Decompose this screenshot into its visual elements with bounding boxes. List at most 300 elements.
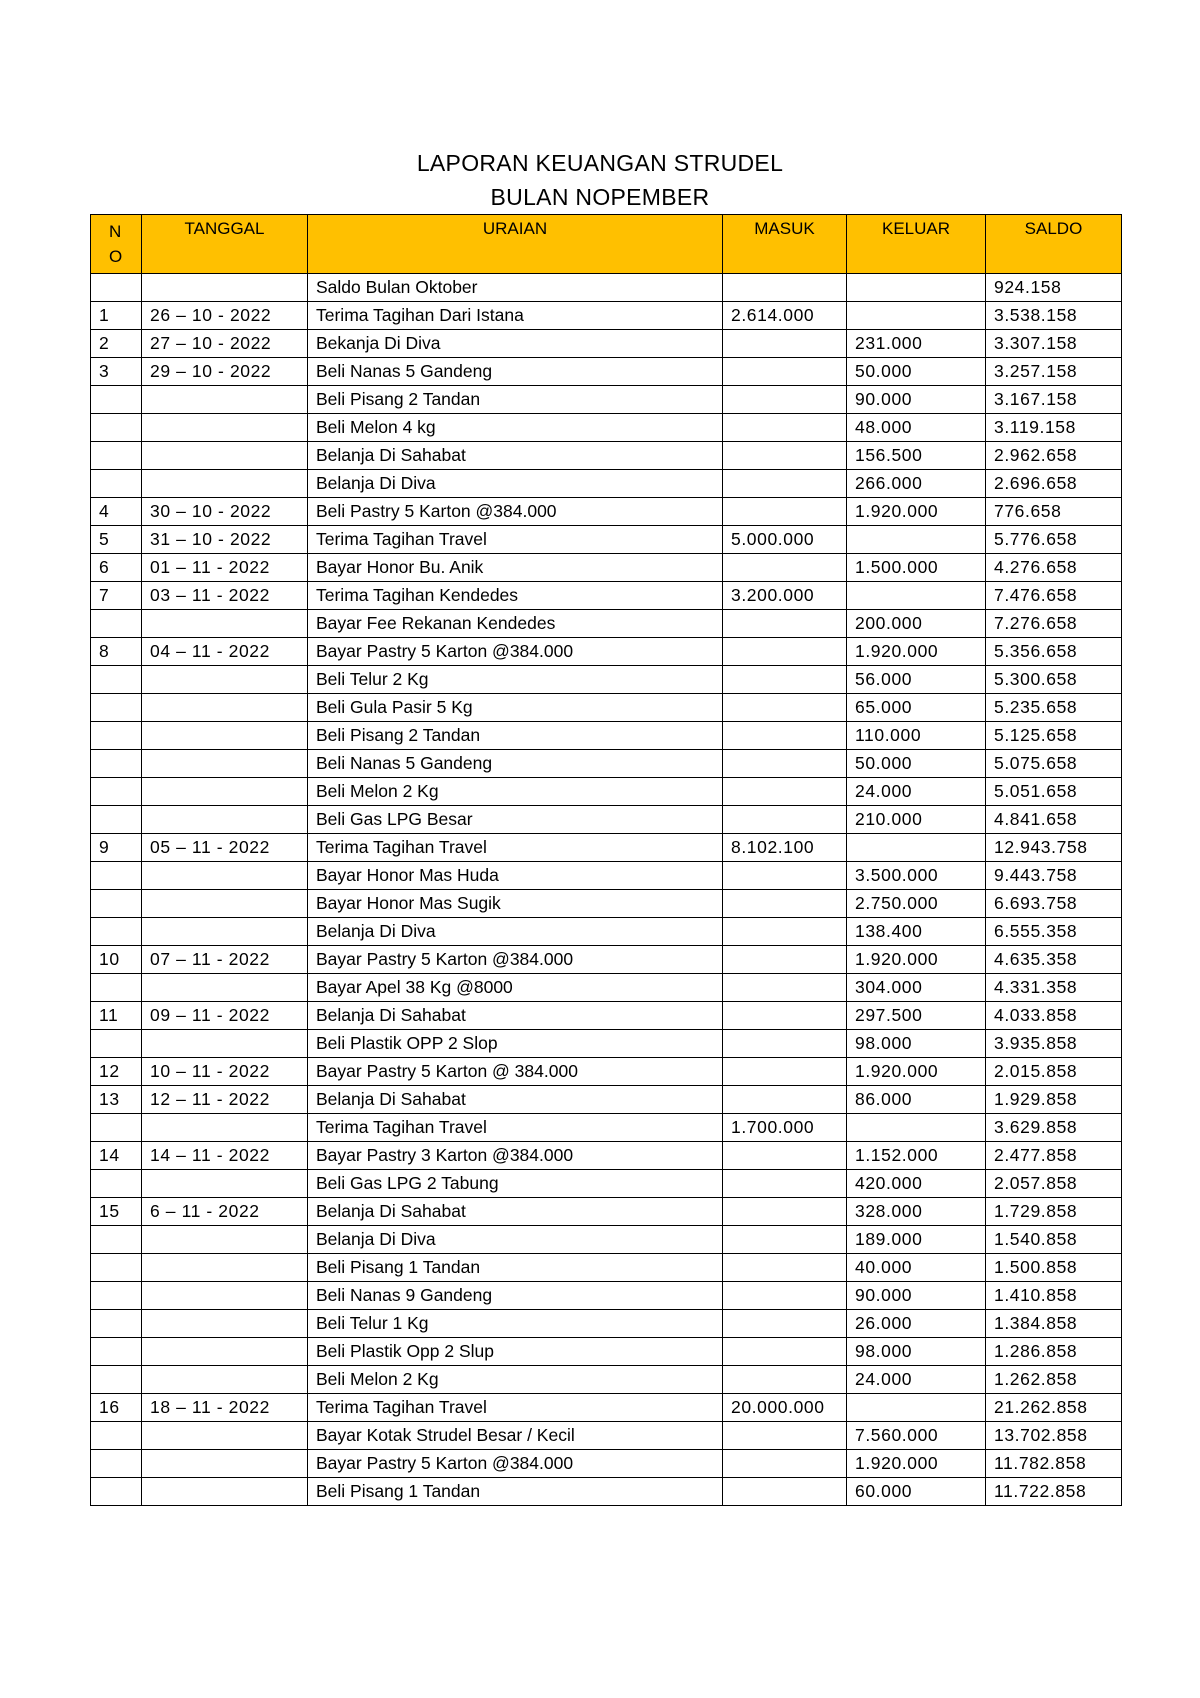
cell-saldo: 1.929.858 xyxy=(986,1086,1122,1114)
cell-no xyxy=(91,862,142,890)
cell-tanggal xyxy=(142,1254,308,1282)
cell-no xyxy=(91,1226,142,1254)
cell-keluar: 200.000 xyxy=(847,610,986,638)
table-row xyxy=(91,1338,1122,1366)
table-row xyxy=(91,1282,1122,1310)
cell-tanggal: 03 – 11 - 2022 xyxy=(142,582,308,610)
cell-keluar: 1.920.000 xyxy=(847,946,986,974)
cell-saldo: 1.410.858 xyxy=(986,1282,1122,1310)
cell-keluar: 26.000 xyxy=(847,1310,986,1338)
cell-no xyxy=(91,806,142,834)
cell-keluar: 1.920.000 xyxy=(847,1450,986,1478)
cell-keluar: 156.500 xyxy=(847,442,986,470)
cell-saldo: 2.057.858 xyxy=(986,1170,1122,1198)
column-header-keluar: KELUAR xyxy=(847,215,986,274)
cell-tanggal xyxy=(142,694,308,722)
cell-tanggal: 10 – 11 - 2022 xyxy=(142,1058,308,1086)
cell-masuk xyxy=(723,1282,847,1310)
cell-masuk xyxy=(723,610,847,638)
cell-masuk xyxy=(723,1450,847,1478)
cell-saldo: 4.276.658 xyxy=(986,554,1122,582)
cell-no xyxy=(91,1422,142,1450)
cell-saldo: 1.262.858 xyxy=(986,1366,1122,1394)
cell-uraian: Beli Nanas 5 Gandeng xyxy=(308,358,723,386)
table-row xyxy=(91,1450,1122,1478)
cell-tanggal xyxy=(142,610,308,638)
cell-no xyxy=(91,1030,142,1058)
cell-tanggal: 26 – 10 - 2022 xyxy=(142,302,308,330)
cell-tanggal xyxy=(142,470,308,498)
cell-masuk xyxy=(723,274,847,302)
cell-tanggal: 04 – 11 - 2022 xyxy=(142,638,308,666)
table-header-row xyxy=(91,215,1122,274)
cell-keluar xyxy=(847,834,986,862)
cell-keluar: 86.000 xyxy=(847,1086,986,1114)
cell-uraian: Bayar Pastry 5 Karton @384.000 xyxy=(308,946,723,974)
cell-keluar: 2.750.000 xyxy=(847,890,986,918)
cell-keluar: 1.920.000 xyxy=(847,1058,986,1086)
cell-uraian: Belanja Di Diva xyxy=(308,1226,723,1254)
cell-masuk xyxy=(723,1142,847,1170)
table-row xyxy=(91,750,1122,778)
cell-masuk: 1.700.000 xyxy=(723,1114,847,1142)
cell-masuk: 8.102.100 xyxy=(723,834,847,862)
page-subtitle: BULAN NOPEMBER xyxy=(490,184,710,210)
cell-uraian: Belanja Di Diva xyxy=(308,470,723,498)
cell-masuk xyxy=(723,330,847,358)
cell-saldo: 2.015.858 xyxy=(986,1058,1122,1086)
cell-keluar xyxy=(847,582,986,610)
cell-keluar: 1.920.000 xyxy=(847,498,986,526)
cell-no: 3 xyxy=(91,358,142,386)
cell-uraian: Bayar Pastry 5 Karton @384.000 xyxy=(308,1450,723,1478)
table-row xyxy=(91,918,1122,946)
cell-tanggal xyxy=(142,1478,308,1506)
cell-tanggal xyxy=(142,1422,308,1450)
cell-keluar: 7.560.000 xyxy=(847,1422,986,1450)
cell-uraian: Beli Telur 2 Kg xyxy=(308,666,723,694)
cell-masuk xyxy=(723,694,847,722)
cell-keluar: 98.000 xyxy=(847,1030,986,1058)
table-row xyxy=(91,1058,1122,1086)
cell-keluar: 90.000 xyxy=(847,386,986,414)
cell-tanggal: 12 – 11 - 2022 xyxy=(142,1086,308,1114)
cell-uraian: Terima Tagihan Travel xyxy=(308,834,723,862)
cell-keluar: 40.000 xyxy=(847,1254,986,1282)
cell-no xyxy=(91,610,142,638)
cell-tanggal xyxy=(142,918,308,946)
cell-masuk xyxy=(723,946,847,974)
cell-tanggal xyxy=(142,274,308,302)
cell-tanggal xyxy=(142,1170,308,1198)
table-row xyxy=(91,1198,1122,1226)
table-row xyxy=(91,414,1122,442)
cell-tanggal xyxy=(142,1310,308,1338)
cell-tanggal xyxy=(142,1030,308,1058)
cell-saldo: 1.729.858 xyxy=(986,1198,1122,1226)
cell-uraian: Beli Pisang 2 Tandan xyxy=(308,722,723,750)
cell-uraian: Beli Pastry 5 Karton @384.000 xyxy=(308,498,723,526)
cell-no: 6 xyxy=(91,554,142,582)
cell-uraian: Bayar Pastry 3 Karton @384.000 xyxy=(308,1142,723,1170)
cell-tanggal xyxy=(142,890,308,918)
table-row xyxy=(91,1310,1122,1338)
cell-masuk xyxy=(723,918,847,946)
cell-saldo: 1.500.858 xyxy=(986,1254,1122,1282)
cell-uraian: Bayar Kotak Strudel Besar / Kecil xyxy=(308,1422,723,1450)
cell-no xyxy=(91,1310,142,1338)
cell-uraian: Belanja Di Sahabat xyxy=(308,442,723,470)
cell-keluar: 231.000 xyxy=(847,330,986,358)
cell-saldo: 21.262.858 xyxy=(986,1394,1122,1422)
table-row xyxy=(91,1142,1122,1170)
cell-keluar xyxy=(847,302,986,330)
cell-saldo: 3.167.158 xyxy=(986,386,1122,414)
cell-masuk xyxy=(723,778,847,806)
cell-masuk xyxy=(723,806,847,834)
cell-uraian: Bayar Pastry 5 Karton @384.000 xyxy=(308,638,723,666)
table-row xyxy=(91,582,1122,610)
cell-tanggal xyxy=(142,750,308,778)
cell-saldo: 1.540.858 xyxy=(986,1226,1122,1254)
cell-uraian: Belanja Di Diva xyxy=(308,918,723,946)
cell-saldo: 12.943.758 xyxy=(986,834,1122,862)
cell-no: 15 xyxy=(91,1198,142,1226)
cell-uraian: Terima Tagihan Travel xyxy=(308,1114,723,1142)
cell-keluar: 189.000 xyxy=(847,1226,986,1254)
cell-tanggal xyxy=(142,1450,308,1478)
cell-no xyxy=(91,470,142,498)
cell-no xyxy=(91,974,142,1002)
cell-keluar xyxy=(847,274,986,302)
cell-saldo: 776.658 xyxy=(986,498,1122,526)
cell-tanggal xyxy=(142,974,308,1002)
cell-masuk xyxy=(723,386,847,414)
cell-saldo: 5.235.658 xyxy=(986,694,1122,722)
cell-uraian: Beli Telur 1 Kg xyxy=(308,1310,723,1338)
cell-uraian: Beli Plastik OPP 2 Slop xyxy=(308,1030,723,1058)
cell-keluar: 1.920.000 xyxy=(847,638,986,666)
cell-tanggal: 18 – 11 - 2022 xyxy=(142,1394,308,1422)
table-row xyxy=(91,442,1122,470)
cell-no: 8 xyxy=(91,638,142,666)
cell-saldo: 6.693.758 xyxy=(986,890,1122,918)
table-row xyxy=(91,1170,1122,1198)
cell-uraian: Belanja Di Sahabat xyxy=(308,1002,723,1030)
cell-tanggal: 07 – 11 - 2022 xyxy=(142,946,308,974)
cell-uraian: Beli Melon 2 Kg xyxy=(308,1366,723,1394)
table-row xyxy=(91,1478,1122,1506)
cell-keluar xyxy=(847,526,986,554)
cell-uraian: Bayar Apel 38 Kg @8000 xyxy=(308,974,723,1002)
cell-uraian: Beli Pisang 1 Tandan xyxy=(308,1478,723,1506)
cell-masuk: 20.000.000 xyxy=(723,1394,847,1422)
cell-no xyxy=(91,1366,142,1394)
cell-tanggal xyxy=(142,1114,308,1142)
cell-no xyxy=(91,1478,142,1506)
cell-tanggal: 30 – 10 - 2022 xyxy=(142,498,308,526)
table-row xyxy=(91,1086,1122,1114)
cell-uraian: Beli Nanas 5 Gandeng xyxy=(308,750,723,778)
cell-saldo: 3.119.158 xyxy=(986,414,1122,442)
table-row xyxy=(91,386,1122,414)
cell-no xyxy=(91,722,142,750)
cell-no: 5 xyxy=(91,526,142,554)
cell-no xyxy=(91,1114,142,1142)
cell-no: 10 xyxy=(91,946,142,974)
column-header-tanggal: TANGGAL xyxy=(142,215,308,274)
cell-masuk xyxy=(723,554,847,582)
cell-masuk xyxy=(723,638,847,666)
cell-saldo: 7.476.658 xyxy=(986,582,1122,610)
cell-saldo: 4.635.358 xyxy=(986,946,1122,974)
cell-no: 11 xyxy=(91,1002,142,1030)
table-row xyxy=(91,526,1122,554)
cell-saldo: 13.702.858 xyxy=(986,1422,1122,1450)
cell-masuk xyxy=(723,442,847,470)
cell-keluar: 1.152.000 xyxy=(847,1142,986,1170)
table-row xyxy=(91,1002,1122,1030)
table-row xyxy=(91,358,1122,386)
cell-masuk xyxy=(723,1058,847,1086)
cell-uraian: Bayar Pastry 5 Karton @ 384.000 xyxy=(308,1058,723,1086)
cell-masuk xyxy=(723,498,847,526)
cell-keluar: 297.500 xyxy=(847,1002,986,1030)
cell-tanggal xyxy=(142,862,308,890)
cell-uraian: Terima Tagihan Travel xyxy=(308,526,723,554)
cell-saldo: 2.477.858 xyxy=(986,1142,1122,1170)
cell-keluar xyxy=(847,1394,986,1422)
cell-masuk xyxy=(723,1030,847,1058)
cell-no xyxy=(91,1338,142,1366)
cell-keluar: 3.500.000 xyxy=(847,862,986,890)
table-row xyxy=(91,470,1122,498)
cell-no xyxy=(91,750,142,778)
table-row xyxy=(91,554,1122,582)
cell-uraian: Beli Gas LPG Besar xyxy=(308,806,723,834)
cell-uraian: Beli Gas LPG 2 Tabung xyxy=(308,1170,723,1198)
table-row xyxy=(91,1394,1122,1422)
cell-tanggal: 31 – 10 - 2022 xyxy=(142,526,308,554)
cell-uraian: Beli Nanas 9 Gandeng xyxy=(308,1282,723,1310)
cell-saldo: 4.033.858 xyxy=(986,1002,1122,1030)
cell-saldo: 2.696.658 xyxy=(986,470,1122,498)
cell-no xyxy=(91,666,142,694)
table-row xyxy=(91,834,1122,862)
cell-saldo: 1.384.858 xyxy=(986,1310,1122,1338)
cell-no xyxy=(91,414,142,442)
cell-keluar xyxy=(847,1114,986,1142)
table-row xyxy=(91,666,1122,694)
cell-keluar: 110.000 xyxy=(847,722,986,750)
cell-uraian: Beli Melon 4 kg xyxy=(308,414,723,442)
cell-tanggal: 01 – 11 - 2022 xyxy=(142,554,308,582)
cell-masuk xyxy=(723,1310,847,1338)
cell-saldo: 3.257.158 xyxy=(986,358,1122,386)
cell-no: 12 xyxy=(91,1058,142,1086)
cell-tanggal xyxy=(142,414,308,442)
cell-tanggal xyxy=(142,666,308,694)
cell-saldo: 5.075.658 xyxy=(986,750,1122,778)
page-title: LAPORAN KEUANGAN STRUDEL xyxy=(416,150,784,176)
cell-tanggal: 09 – 11 - 2022 xyxy=(142,1002,308,1030)
cell-saldo: 4.331.358 xyxy=(986,974,1122,1002)
cell-uraian: Bayar Fee Rekanan Kendedes xyxy=(308,610,723,638)
cell-saldo: 5.125.658 xyxy=(986,722,1122,750)
table-row xyxy=(91,1422,1122,1450)
cell-keluar: 1.500.000 xyxy=(847,554,986,582)
cell-no: 4 xyxy=(91,498,142,526)
cell-masuk xyxy=(723,1254,847,1282)
column-header-no: N O xyxy=(91,215,142,274)
cell-keluar: 48.000 xyxy=(847,414,986,442)
cell-masuk xyxy=(723,1170,847,1198)
cell-saldo: 5.300.658 xyxy=(986,666,1122,694)
cell-uraian: Beli Plastik Opp 2 Slup xyxy=(308,1338,723,1366)
cell-masuk: 5.000.000 xyxy=(723,526,847,554)
cell-tanggal xyxy=(142,1282,308,1310)
cell-uraian: Terima Tagihan Kendedes xyxy=(308,582,723,610)
cell-keluar: 56.000 xyxy=(847,666,986,694)
cell-masuk xyxy=(723,470,847,498)
cell-uraian: Bayar Honor Bu. Anik xyxy=(308,554,723,582)
cell-no: 14 xyxy=(91,1142,142,1170)
cell-masuk xyxy=(723,750,847,778)
finance-ledger-table xyxy=(90,214,1122,1506)
cell-uraian: Terima Tagihan Dari Istana xyxy=(308,302,723,330)
cell-saldo: 9.443.758 xyxy=(986,862,1122,890)
table-row xyxy=(91,302,1122,330)
cell-keluar: 98.000 xyxy=(847,1338,986,1366)
cell-tanggal: 6 – 11 - 2022 xyxy=(142,1198,308,1226)
cell-masuk xyxy=(723,1198,847,1226)
cell-saldo: 6.555.358 xyxy=(986,918,1122,946)
cell-keluar: 266.000 xyxy=(847,470,986,498)
cell-masuk xyxy=(723,1338,847,1366)
cell-no: 16 xyxy=(91,1394,142,1422)
cell-masuk xyxy=(723,722,847,750)
cell-masuk xyxy=(723,358,847,386)
cell-tanggal xyxy=(142,442,308,470)
column-header-masuk: MASUK xyxy=(723,215,847,274)
cell-tanggal: 14 – 11 - 2022 xyxy=(142,1142,308,1170)
table-row xyxy=(91,610,1122,638)
cell-uraian: Saldo Bulan Oktober xyxy=(308,274,723,302)
cell-saldo: 3.935.858 xyxy=(986,1030,1122,1058)
cell-no: 13 xyxy=(91,1086,142,1114)
cell-no xyxy=(91,890,142,918)
table-row xyxy=(91,1030,1122,1058)
cell-saldo: 3.307.158 xyxy=(986,330,1122,358)
cell-keluar: 420.000 xyxy=(847,1170,986,1198)
cell-keluar: 328.000 xyxy=(847,1198,986,1226)
table-row xyxy=(91,498,1122,526)
cell-uraian: Bekanja Di Diva xyxy=(308,330,723,358)
table-row xyxy=(91,1114,1122,1142)
cell-masuk xyxy=(723,414,847,442)
cell-uraian: Belanja Di Sahabat xyxy=(308,1198,723,1226)
cell-no xyxy=(91,442,142,470)
cell-uraian: Beli Pisang 2 Tandan xyxy=(308,386,723,414)
table-row xyxy=(91,1366,1122,1394)
cell-tanggal: 05 – 11 - 2022 xyxy=(142,834,308,862)
cell-keluar: 304.000 xyxy=(847,974,986,1002)
cell-uraian: Bayar Honor Mas Huda xyxy=(308,862,723,890)
cell-masuk: 2.614.000 xyxy=(723,302,847,330)
cell-masuk: 3.200.000 xyxy=(723,582,847,610)
table-row xyxy=(91,946,1122,974)
cell-tanggal: 29 – 10 - 2022 xyxy=(142,358,308,386)
cell-masuk xyxy=(723,1366,847,1394)
cell-tanggal xyxy=(142,1226,308,1254)
cell-uraian: Beli Gula Pasir 5 Kg xyxy=(308,694,723,722)
cell-tanggal xyxy=(142,778,308,806)
cell-uraian: Bayar Honor Mas Sugik xyxy=(308,890,723,918)
cell-uraian: Beli Pisang 1 Tandan xyxy=(308,1254,723,1282)
cell-no: 7 xyxy=(91,582,142,610)
cell-masuk xyxy=(723,890,847,918)
cell-no xyxy=(91,386,142,414)
cell-masuk xyxy=(723,666,847,694)
ledger-body xyxy=(91,274,1122,1506)
cell-saldo: 5.356.658 xyxy=(986,638,1122,666)
cell-no xyxy=(91,1254,142,1282)
cell-keluar: 210.000 xyxy=(847,806,986,834)
cell-no: 9 xyxy=(91,834,142,862)
cell-masuk xyxy=(723,862,847,890)
cell-uraian: Belanja Di Sahabat xyxy=(308,1086,723,1114)
table-row xyxy=(91,890,1122,918)
cell-no xyxy=(91,1450,142,1478)
cell-saldo: 1.286.858 xyxy=(986,1338,1122,1366)
cell-keluar: 138.400 xyxy=(847,918,986,946)
cell-masuk xyxy=(723,1422,847,1450)
cell-no xyxy=(91,918,142,946)
cell-saldo: 4.841.658 xyxy=(986,806,1122,834)
cell-masuk xyxy=(723,1086,847,1114)
table-row xyxy=(91,806,1122,834)
cell-masuk xyxy=(723,1478,847,1506)
cell-keluar: 24.000 xyxy=(847,1366,986,1394)
table-row xyxy=(91,638,1122,666)
cell-masuk xyxy=(723,974,847,1002)
cell-tanggal xyxy=(142,386,308,414)
cell-saldo: 11.722.858 xyxy=(986,1478,1122,1506)
table-row xyxy=(91,974,1122,1002)
cell-no xyxy=(91,778,142,806)
table-row xyxy=(91,330,1122,358)
cell-tanggal xyxy=(142,1338,308,1366)
column-header-uraian: URAIAN xyxy=(308,215,723,274)
cell-saldo: 11.782.858 xyxy=(986,1450,1122,1478)
cell-no xyxy=(91,274,142,302)
cell-uraian: Terima Tagihan Travel xyxy=(308,1394,723,1422)
cell-no xyxy=(91,694,142,722)
table-row xyxy=(91,862,1122,890)
cell-saldo: 3.538.158 xyxy=(986,302,1122,330)
column-header-saldo: SALDO xyxy=(986,215,1122,274)
table-row xyxy=(91,1226,1122,1254)
table-row xyxy=(91,778,1122,806)
cell-saldo: 5.051.658 xyxy=(986,778,1122,806)
cell-tanggal: 27 – 10 - 2022 xyxy=(142,330,308,358)
cell-tanggal xyxy=(142,806,308,834)
cell-keluar: 90.000 xyxy=(847,1282,986,1310)
cell-no: 2 xyxy=(91,330,142,358)
cell-tanggal xyxy=(142,1366,308,1394)
cell-tanggal xyxy=(142,722,308,750)
cell-saldo: 3.629.858 xyxy=(986,1114,1122,1142)
